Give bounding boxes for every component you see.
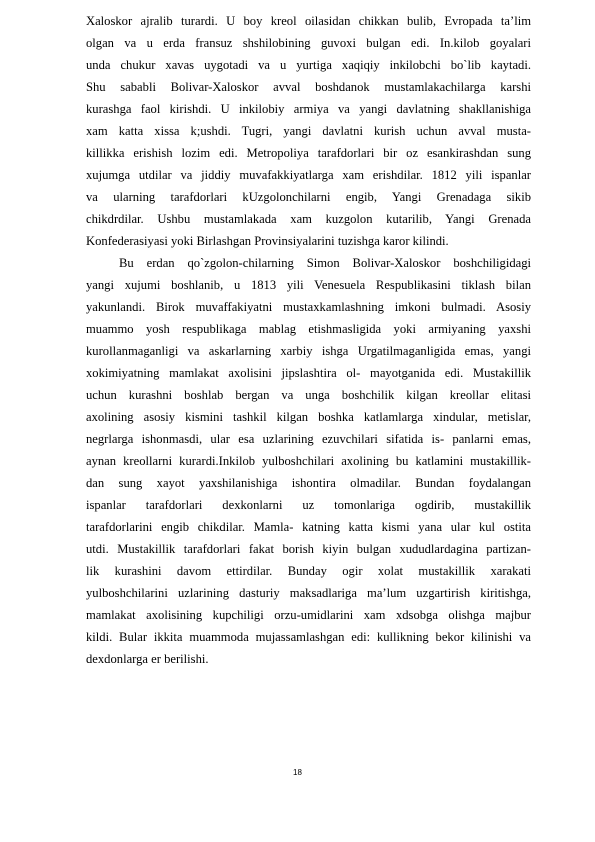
text-line: muammo yosh respublikaga mablag etishmasligida yoki armiyaning yaxshi [86, 322, 531, 336]
text-line: ispanlar tarafdorlari dexkonlarni uz tomonlariga ogdirib, mustakillik [86, 498, 531, 512]
text-line: yangi xujumi boshlanib, u 1813 yili Venesuela Respublikasini tiklash bilan [86, 278, 531, 292]
text-line: xokimiyatning mamlakat axolisini jipslashtira ol- mayotganida edi. Mustakillik [86, 366, 531, 380]
text-line: yakunlandi. Birok muvaffakiyatni mustaxkamlashning imkoni bulmadi. Asosiy [86, 300, 531, 314]
text-line: dan sung xayot yaxshilanishiga ishontira olmadilar. Bundan foydalangan [86, 476, 531, 490]
text-line: tarafdorlarini engib chikdilar. Mamla- katning katta kismi yana ular kul ostita [86, 520, 531, 534]
text-line: chikdrdilar. Ushbu mustamlakada xam kuzgolon kutarilib, Yangi Grenada [86, 212, 531, 226]
text-line: dexdonlarga er berilishi. [86, 652, 209, 666]
text-line: kurollanmaganligi va askarlarning xarbiy ishga Urgatilmaganligida emas, yangi [86, 344, 531, 358]
text-line: olgan va u erda fransuz shshilobining guvoxi bulgan edi. In.kilob goyalari [86, 36, 531, 50]
text-line: xujumga utdilar va jiddiy muvafakkiyatlarga xam erishdilar. 1812 yili ispanlar [86, 168, 531, 182]
text-line: Shu sababli Bolivar-Xaloskor avval boshdanok mustamlakachilarga karshi [86, 80, 531, 94]
paragraph-first-line: Bu erdan qo`zgolon-chilarning Simon Bolivar-Xaloskor boshchiligidagi [119, 256, 531, 270]
text-line: negrlarga ishonmasdi, ular esa uzlarining ezuvchilari sifatida is- panlarni emas, [86, 432, 531, 446]
body-text [86, 10, 531, 670]
text-line: unda chukur xavas uygotadi va u yurtiga xaqiqiy inkilobchi bo`lib kaytadi. [86, 58, 531, 72]
text-line: killikka erishish lozim edi. Metropoliya tarafdorlari bir oz esankirashdan sung [86, 146, 531, 160]
text-line: aynan kreollarni kurardi.Inkilob yulboshchilari axolining bu katlamini mustakillik- [86, 454, 531, 468]
text-line: uchun kurashni boshlab bergan va unga boshchilik kilgan kreollar elitasi [86, 388, 531, 402]
text-line: Xaloskor ajralib turardi. U boy kreol oilasidan chikkan bulib, Evropada ta’lim [86, 14, 531, 28]
page-number: 18 [293, 768, 302, 777]
text-line: xam katta xissa k;ushdi. Tugri, yangi davlatni kurish uchun avval musta- [86, 124, 531, 138]
text-line: yulboshchilarini uzlarining dasturiy maksadlariga ma’lum uzgartirish kiritishga, [86, 586, 531, 600]
text-line: kurashga faol kirishdi. U inkilobiy armiya va yangi davlatning shakllanishiga [86, 102, 531, 116]
text-line: lik kurashini davom ettirdilar. Bunday ogir xolat mustakillik xarakati [86, 564, 531, 578]
text-line: va ularning tarafdorlari kUzgolonchilarni engib, Yangi Grenadaga sikib [86, 190, 531, 204]
text-line: axolining asosiy kismini tashkil kilgan boshka katlamlarga xindular, metislar, [86, 410, 531, 424]
text-line: utdi. Mustakillik tarafdorlari fakat borish kiyin bulgan xududlardagina partizan- [86, 542, 531, 556]
text-line: mamlakat axolisining kupchiligi orzu-umidlarini xam xdsobga olishga majbur [86, 608, 531, 622]
text-line: Konfederasiyasi yoki Birlashgan Provinsiyalarini tuzishga karor kilindi. [86, 234, 449, 248]
text-line: kildi. Bular ikkita muammoda mujassamlashgan edi: kullikning bekor kilinishi va [86, 630, 531, 644]
